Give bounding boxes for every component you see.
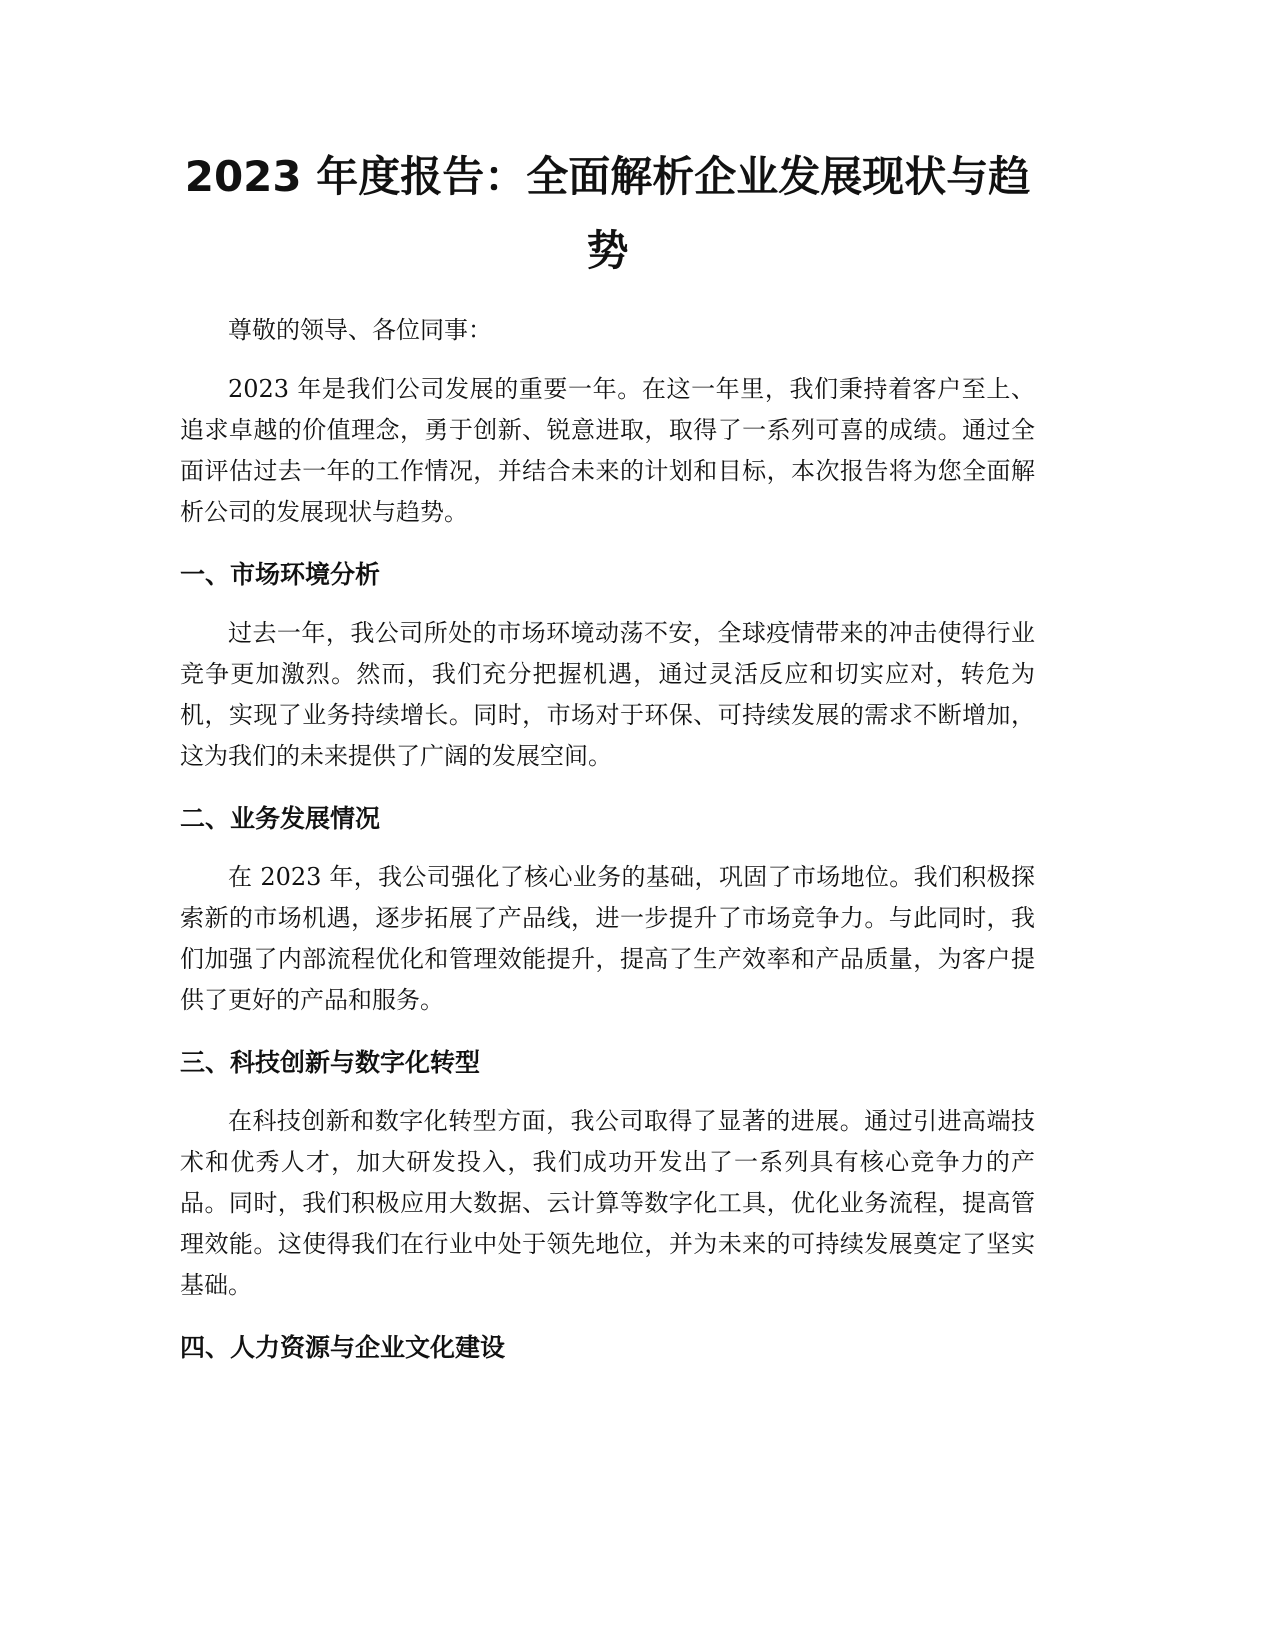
section-heading-business: 二、业务发展情况 (180, 804, 381, 833)
document-title: 2023 年度报告：全面解析企业发展现状与趋势 (184, 152, 1031, 275)
section-heading-technology: 三、科技创新与数字化转型 (180, 1048, 481, 1077)
salutation: 尊敬的领导、各位同事： (228, 316, 492, 344)
intro-paragraph: 2023 年是我们公司发展的重要一年。在这一年里，我们秉持着客户至上、追求卓越的价值理念，勇于创新、锐意进取，取得了一系列可喜的成绩。通过全面评估过去一年的工作情况，并结合未来的计划和目标，本次报告将为您全面解析公司的发展现状与趋势。 (180, 375, 1035, 526)
section-heading-hr-culture: 四、人力资源与企业文化建设 (180, 1333, 506, 1362)
section-heading-market: 一、市场环境分析 (180, 560, 381, 589)
document-page (180, 140, 1035, 1386)
section-body-business: 在 2023 年，我公司强化了核心业务的基础，巩固了市场地位。我们积极探索新的市场机遇，逐步拓展了产品线，进一步提升了市场竞争力。与此同时，我们加强了内部流程优化和管理效能提升，提高了生产效率和产品质量，为客户提供了更好的产品和服务。 (180, 863, 1035, 1014)
section-body-technology: 在科技创新和数字化转型方面，我公司取得了显著的进展。通过引进高端技术和优秀人才，加大研发投入，我们成功开发出了一系列具有核心竞争力的产品。同时，我们积极应用大数据、云计算等数字化工具，优化业务流程，提高管理效能。这使得我们在行业中处于领先地位，并为未来的可持续发展奠定了坚实基础。 (180, 1107, 1035, 1299)
section-body-market: 过去一年，我公司所处的市场环境动荡不安，全球疫情带来的冲击使得行业竞争更加激烈。然而，我们充分把握机遇，通过灵活反应和切实应对，转危为机，实现了业务持续增长。同时，市场对于环保、可持续发展的需求不断增加，这为我们的未来提供了广阔的发展空间。 (180, 619, 1035, 770)
